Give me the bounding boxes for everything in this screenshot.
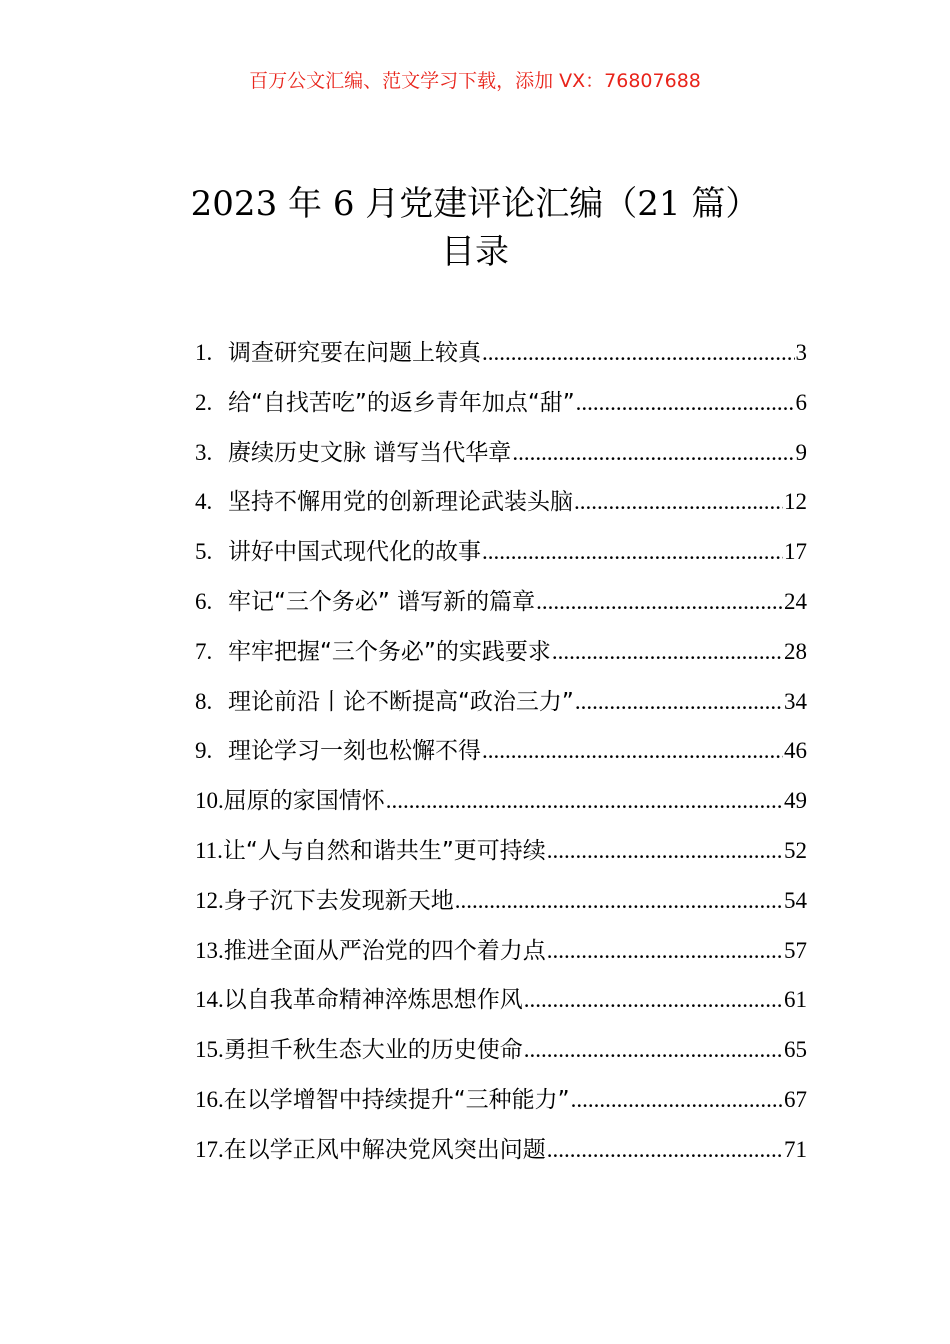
toc-entry-title: 调查研究要在问题上较真 — [228, 340, 481, 366]
toc-entry[interactable] — [195, 832, 807, 882]
toc-dot-leader — [576, 384, 795, 422]
toc-entry-number: 1. — [195, 340, 213, 365]
header-banner: 百万公文汇编、范文学习下载，添加 VX：76807688 — [249, 70, 701, 92]
toc-entry[interactable] — [195, 683, 807, 733]
toc-entry-number: 11. — [195, 837, 223, 863]
toc-entry[interactable] — [195, 334, 807, 384]
toc-dot-leader — [574, 483, 783, 521]
toc-dot-leader — [512, 434, 794, 472]
document-subtitle: 目录 — [441, 232, 509, 272]
toc-entry-title: 推进全面从严治党的四个着力点 — [223, 937, 546, 964]
toc-entry-number: 3. — [195, 439, 213, 465]
toc-entry-title: 理论前沿丨论不断提高“政治三力” — [228, 688, 574, 715]
toc-entry-number: 6. — [195, 588, 213, 614]
toc-entry-title: 让“人与自然和谐共生”更可持续 — [222, 837, 546, 864]
toc-entry-title: 屈原的家国情怀 — [223, 788, 385, 815]
toc-entry[interactable] — [195, 533, 807, 583]
toc-entry-number: 13. — [195, 937, 224, 963]
toc-entry[interactable] — [195, 932, 807, 982]
toc-entry-number: 7. — [195, 638, 213, 664]
toc-entry-page: 71 — [784, 1136, 807, 1162]
toc-entry-title: 身子沉下去发现新天地 — [223, 887, 454, 914]
toc-entry-page: 9 — [795, 439, 807, 465]
toc-entry-number: 17. — [195, 1136, 224, 1162]
toc-dot-leader — [524, 1031, 783, 1069]
toc-entry-number: 4. — [195, 489, 213, 515]
toc-dot-leader — [547, 1131, 783, 1169]
table-of-contents — [195, 334, 807, 1181]
toc-entry-page: 34 — [784, 688, 807, 714]
toc-entry-page: 54 — [784, 887, 807, 913]
toc-entry-page: 24 — [784, 588, 807, 614]
toc-entry-title: 给“自找苦吃”的返乡青年加点“甜” — [228, 389, 575, 416]
toc-entry-page: 49 — [784, 788, 807, 814]
toc-entry[interactable] — [195, 483, 807, 533]
toc-entry-number: 2. — [195, 389, 213, 415]
toc-entry-page: 46 — [784, 738, 807, 764]
toc-dot-leader — [482, 732, 783, 770]
toc-entry-page: 12 — [784, 489, 807, 515]
toc-entry-number: 16. — [195, 1086, 224, 1112]
toc-entry-title: 赓续历史文脉 谱写当代华章 — [228, 439, 512, 466]
toc-entry-number: 5. — [195, 539, 213, 565]
toc-dot-leader — [524, 981, 783, 1019]
toc-entry-title: 以自我革命精神淬炼思想作风 — [223, 987, 523, 1014]
toc-entry[interactable] — [195, 434, 807, 484]
toc-entry-title: 勇担千秋生态大业的历史使命 — [223, 1037, 523, 1064]
toc-entry-title: 理论学习一刻也松懈不得 — [228, 738, 481, 765]
toc-entry-title: 牢牢把握“三个务必”的实践要求 — [228, 638, 551, 665]
toc-entry-page: 28 — [784, 638, 807, 664]
toc-entry[interactable] — [195, 1131, 807, 1181]
toc-entry-page: 52 — [784, 837, 807, 863]
toc-entry-page: 67 — [784, 1086, 807, 1112]
toc-entry-title: 讲好中国式现代化的故事 — [228, 539, 481, 566]
toc-entry-title: 在以学增智中持续提升“三种能力” — [223, 1086, 570, 1113]
document-title: 2023 年 6 月党建评论汇编（21 篇） — [190, 184, 760, 224]
toc-entry[interactable] — [195, 583, 807, 633]
toc-dot-leader — [482, 334, 795, 372]
toc-entry[interactable] — [195, 981, 807, 1031]
toc-dot-leader — [386, 782, 783, 820]
toc-entry-number: 9. — [195, 738, 213, 764]
toc-entry-number: 15. — [195, 1037, 224, 1063]
toc-entry[interactable] — [195, 882, 807, 932]
toc-dot-leader — [547, 932, 783, 970]
toc-entry[interactable] — [195, 1081, 807, 1131]
toc-dot-leader — [455, 882, 783, 920]
toc-dot-leader — [482, 533, 783, 571]
toc-dot-leader — [547, 832, 783, 870]
toc-entry-page: 6 — [795, 389, 807, 415]
toc-entry-page: 61 — [784, 987, 807, 1013]
toc-entry[interactable] — [195, 384, 807, 434]
toc-entry-number: 10. — [195, 788, 224, 814]
toc-entry[interactable] — [195, 633, 807, 683]
toc-entry-number: 14. — [195, 987, 224, 1013]
toc-dot-leader — [571, 1081, 783, 1119]
toc-entry-number: 12. — [195, 887, 224, 913]
toc-dot-leader — [575, 683, 783, 721]
toc-entry-title: 在以学正风中解决党风突出问题 — [223, 1136, 546, 1163]
toc-entry[interactable] — [195, 1031, 807, 1081]
toc-entry[interactable] — [195, 732, 807, 782]
toc-dot-leader — [552, 633, 783, 671]
toc-entry-page: 57 — [784, 937, 807, 963]
toc-entry-page: 3 — [795, 340, 807, 365]
toc-entry-page: 65 — [784, 1037, 807, 1063]
toc-dot-leader — [536, 583, 783, 621]
toc-entry[interactable] — [195, 782, 807, 832]
toc-entry-title: 牢记“三个务必” 谱写新的篇章 — [228, 588, 536, 615]
toc-entry-number: 8. — [195, 688, 213, 714]
toc-entry-title: 坚持不懈用党的创新理论武装头脑 — [228, 489, 573, 516]
toc-entry-page: 17 — [784, 539, 807, 565]
